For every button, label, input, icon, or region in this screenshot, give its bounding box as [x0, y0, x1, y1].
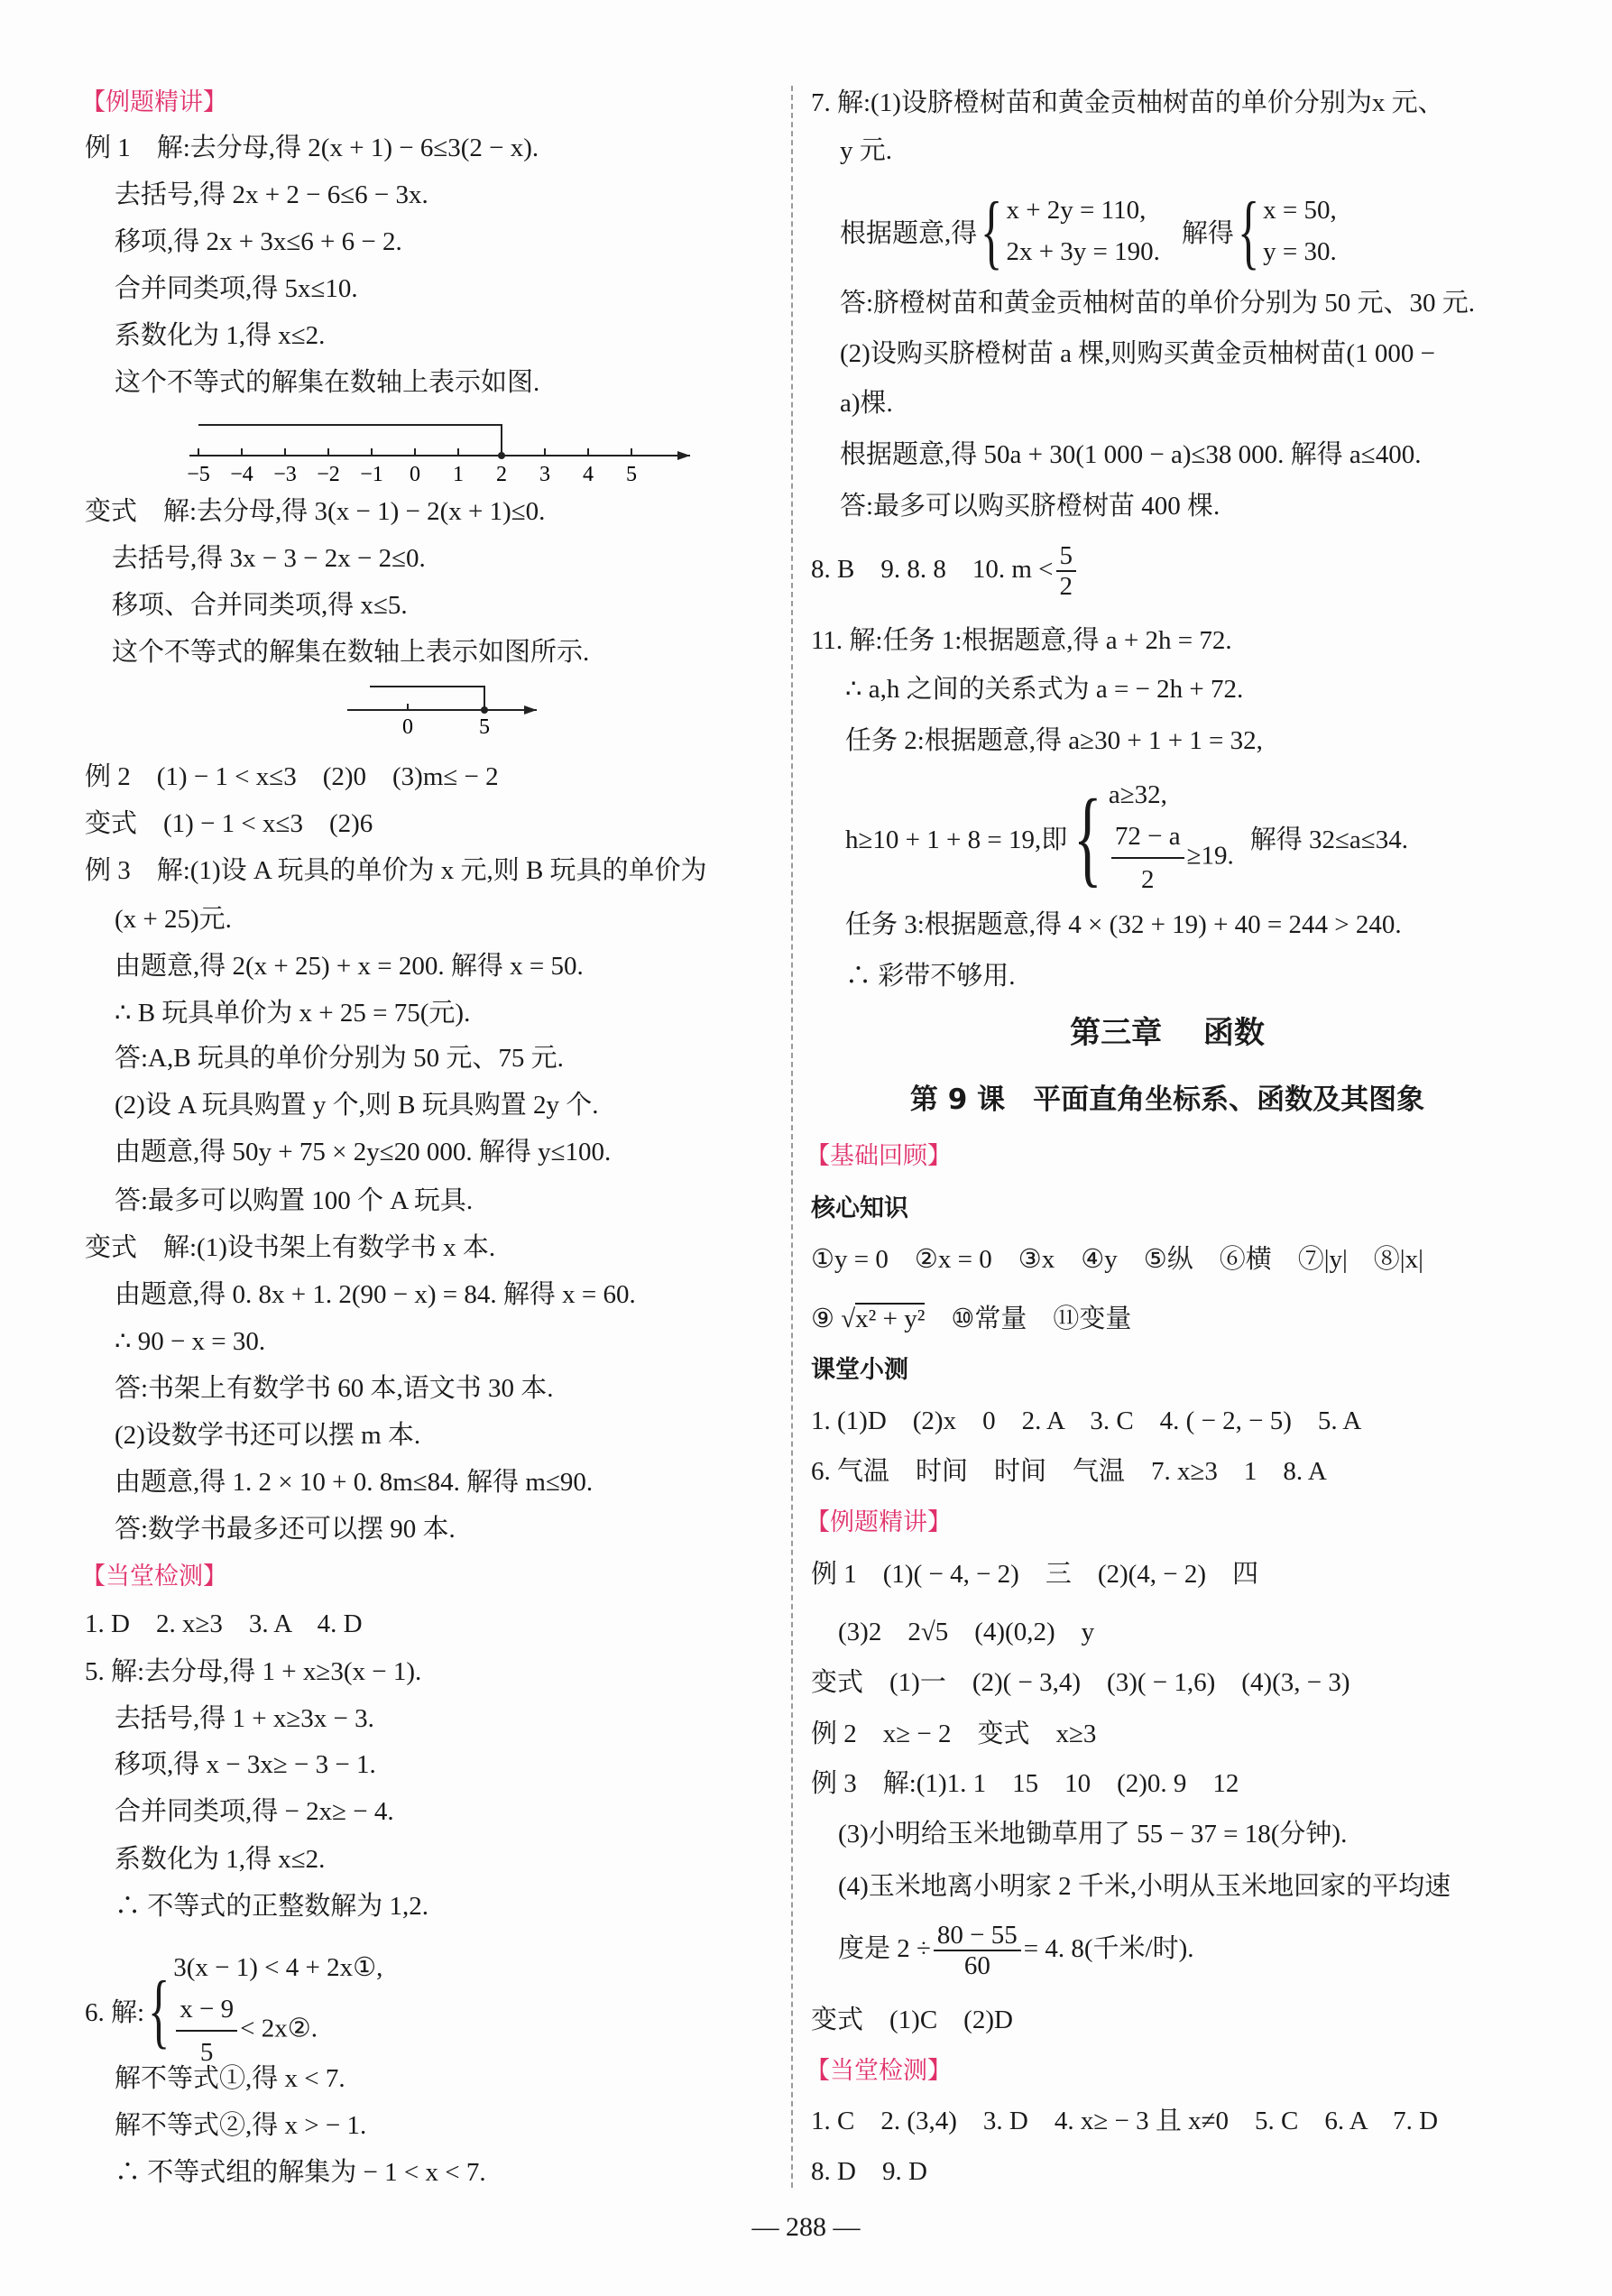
text-line: 解不等式①,得 x < 7. — [115, 2064, 345, 2093]
text-line: 答:A,B 玩具的单价分别为 50 元、75 元. — [115, 1044, 564, 1073]
inequality-system-q11 — [845, 774, 1408, 900]
text-line: 例 2 (1) − 1 < x≤3 (2)0 (3)m≤ − 2 — [85, 762, 499, 791]
brace: { — [981, 185, 1003, 277]
text-line: (4)玉米地离小明家 2 千米,小明从玉米地回家的平均速 — [838, 1872, 1451, 1901]
numerator: 80 − 55 — [934, 1921, 1021, 1951]
section-heading-check: 【当堂检测】 — [81, 1563, 227, 1591]
text-line: 由题意,得 1. 2 × 10 + 0. 8m≤84. 解得 m≤90. — [115, 1468, 594, 1497]
text-line: 1. (1)D (2)x 0 2. A 3. C 4. ( − 2, − 5) 5. A — [811, 1406, 1362, 1435]
tick-label: 0 — [410, 463, 420, 483]
sqrt-expression: x² + y² — [855, 1305, 926, 1333]
axis-arrow — [677, 451, 690, 460]
text-line: 答:脐橙树苗和黄金贡柚树苗的单价分别为 50 元、30 元. — [840, 289, 1476, 318]
tick-label: −5 — [187, 463, 210, 483]
tick-label: 4 — [583, 463, 594, 483]
text-line: (3)小明给玉米地锄草用了 55 − 37 = 18(分钟). — [838, 1820, 1348, 1849]
text-line: 变式 (1)C (2)D — [811, 2006, 1013, 2034]
numerator: 5 — [1056, 541, 1077, 572]
text-line: ⑨ √x² + y² ⑩常量 ⑪变量 — [811, 1305, 1132, 1333]
denominator: 2 — [1059, 572, 1073, 602]
column-divider — [791, 86, 793, 2188]
text-line: 变式 解:去分母,得 3(x − 1) − 2(x + 1)≤0. — [85, 497, 546, 526]
text-line: ∴ B 玩具单价为 x + 25 = 75(元). — [115, 999, 471, 1028]
text-line: ∴ 不等式组的解集为 − 1 < x < 7. — [115, 2158, 486, 2187]
text-line: 由题意,得 0. 8x + 1. 2(90 − x) = 84. 解得 x = 60. — [115, 1280, 636, 1309]
text-line: 1. D 2. x≥3 3. A 4. D — [85, 1609, 363, 1638]
text-line: 任务 2:根据题意,得 a≥30 + 1 + 1 = 32, — [845, 726, 1263, 755]
text-line: 去括号,得 2x + 2 − 6≤6 − 3x. — [115, 180, 428, 209]
text-line: (3)2 2√5 (4)(0,2) y — [838, 1618, 1095, 1646]
label: h≥10 + 1 + 8 = 19,即 — [845, 825, 1068, 854]
closed-endpoint — [498, 452, 505, 459]
denominator: 5 — [199, 2038, 214, 2067]
text-line: 例 3 解:(1)设 A 玩具的单价为 x 元,则 B 玩具的单价为 — [85, 856, 707, 885]
speed-line — [838, 1917, 1194, 1980]
text-line: 系数化为 1,得 x≤2. — [115, 321, 326, 350]
text-line: 答:最多可以购置 100 个 A 玩具. — [115, 1186, 474, 1215]
text-line: 由题意,得 50y + 75 × 2y≤20 000. 解得 y≤100. — [115, 1138, 612, 1166]
denominator: 2 — [1140, 865, 1155, 894]
label: 6. 解: — [85, 1997, 145, 2027]
text-line: ∴ 不等式的正整数解为 1,2. — [115, 1892, 429, 1921]
text-line: 由题意,得 2(x + 25) + x = 200. 解得 x = 50. — [115, 952, 584, 981]
text-line: 变式 (1) − 1 < x≤3 (2)6 — [85, 809, 373, 838]
label: 解得 — [1181, 218, 1234, 248]
chapter-title: 第三章 函数 — [1070, 1015, 1265, 1051]
text-line: 移项,得 2x + 3x≤6 + 6 − 2. — [115, 227, 402, 256]
inequality-system-q6 — [85, 1947, 382, 2073]
section-heading-examples-2: 【例题精讲】 — [806, 1508, 952, 1536]
text-line: (2)设数学书还可以摆 m 本. — [115, 1421, 421, 1450]
text-line: 任务 3:根据题意,得 4 × (32 + 19) + 40 = 244 > 240. — [845, 910, 1402, 939]
brace: { — [1237, 185, 1260, 277]
row-2-rest: < 2x②. — [240, 2014, 318, 2043]
numerator: x − 9 — [176, 1988, 237, 2032]
label: 根据题意,得 — [840, 218, 978, 248]
row-1: 3(x − 1) < 4 + 2x①, — [173, 1953, 383, 1982]
text: 8. B 9. 8. 8 10. m < — [811, 555, 1054, 584]
row-1: a≥32, — [1108, 780, 1167, 809]
page-number: — 288 — — [751, 2212, 861, 2242]
number-line-1 — [180, 410, 704, 483]
tick-label: 5 — [479, 715, 490, 735]
solution-ray — [370, 687, 484, 710]
text-line: 5. 解:去分母,得 1 + x≥3(x − 1). — [85, 1657, 422, 1686]
tick-label: −1 — [360, 463, 383, 483]
text-line: 去括号,得 1 + x≥3x − 3. — [115, 1704, 374, 1733]
row-2-rest: ≥19. — [1186, 841, 1234, 871]
text-line: 例 1 解:去分母,得 2(x + 1) − 6≤3(2 − x). — [85, 134, 539, 162]
row-2 — [1109, 816, 1234, 900]
text-line: 系数化为 1,得 x≤2. — [115, 1845, 326, 1874]
brace: { — [148, 1964, 170, 2056]
denominator: 60 — [963, 1951, 990, 1981]
text-line: 答:书架上有数学书 60 本,语文书 30 本. — [115, 1374, 554, 1403]
text-line: ∴ 90 − x = 30. — [115, 1327, 266, 1356]
text-line: 6. 气温 时间 时间 气温 7. x≥3 1 8. A — [811, 1457, 1327, 1486]
text-line: 答:最多可以购买脐橙树苗 400 棵. — [840, 492, 1221, 521]
text-line: 合并同类项,得 5x≤10. — [115, 274, 358, 303]
text-line: 根据题意,得 50a + 30(1 000 − a)≤38 000. 解得 a≤400. — [840, 440, 1422, 469]
text: = 4. 8(千米/时). — [1023, 1934, 1194, 1963]
closed-endpoint — [481, 706, 488, 714]
text-line: 11. 解:任务 1:根据题意,得 a + 2h = 72. — [811, 626, 1232, 655]
text-line: 解不等式②,得 x > − 1. — [115, 2111, 367, 2140]
tick-label: 0 — [402, 715, 413, 735]
section-heading-basic: 【基础回顾】 — [806, 1142, 952, 1170]
tick-label: −2 — [317, 463, 340, 483]
solution-ray — [198, 425, 502, 456]
subheading-quiz: 课堂小测 — [811, 1356, 908, 1384]
number-line-2 — [343, 681, 550, 735]
equation-system-q7 — [840, 185, 1337, 277]
tick-label: −4 — [230, 463, 253, 483]
tick-label: 5 — [626, 463, 637, 483]
text-line: 7. 解:(1)设脐橙树苗和黄金贡柚树苗的单价分别为x 元、 — [811, 88, 1444, 117]
solution: 解得 32≤a≤34. — [1249, 825, 1408, 854]
row-2: y = 30. — [1263, 237, 1337, 266]
text-line: 例 3 解:(1)1. 1 15 10 (2)0. 9 12 — [811, 1769, 1239, 1798]
text-line: ∴ 彩带不够用. — [845, 962, 1016, 991]
axis-arrow — [524, 705, 537, 715]
lesson-title: 第 9 课 平面直角坐标系、函数及其图象 — [909, 1083, 1425, 1116]
text-line: 合并同类项,得 − 2x≥ − 4. — [115, 1797, 394, 1826]
tick-label: 3 — [539, 463, 550, 483]
answers-8-10 — [811, 538, 1079, 601]
text: ⑨ — [811, 1305, 834, 1333]
text-line: 8. D 9. D — [811, 2157, 927, 2186]
text-line: 例 2 x≥ − 2 变式 x≥3 — [811, 1720, 1097, 1748]
text-line: 移项、合并同类项,得 x≤5. — [112, 591, 408, 620]
section-heading-examples: 【例题精讲】 — [81, 88, 227, 116]
text-line: 答:数学书最多还可以摆 90 本. — [115, 1515, 456, 1544]
text: 度是 2 ÷ — [838, 1934, 931, 1963]
text-line: 这个不等式的解集在数轴上表示如图. — [115, 368, 540, 397]
text-line: y 元. — [840, 136, 893, 165]
text-line: 变式 解:(1)设书架上有数学书 x 本. — [85, 1233, 496, 1262]
tick-label: 1 — [453, 463, 464, 483]
text-line: (2)设购买脐橙树苗 a 棵,则购买黄金贡柚树苗(1 000 − — [840, 339, 1435, 368]
text: ⑩常量 ⑪变量 — [925, 1305, 1132, 1333]
section-heading-check-2: 【当堂检测】 — [806, 2057, 952, 2085]
text-line: (2)设 A 玩具购置 y 个,则 B 玩具购置 2y 个. — [115, 1091, 599, 1120]
text-line: ①y = 0 ②x = 0 ③x ④y ⑤纵 ⑥横 ⑦|y| ⑧|x| — [811, 1245, 1423, 1274]
text-line: 去括号,得 3x − 3 − 2x − 2≤0. — [112, 544, 426, 573]
text-line: (x + 25)元. — [115, 905, 232, 934]
text-line: a)棵. — [840, 389, 893, 418]
brace: { — [1073, 777, 1102, 897]
text-line: 1. C 2. (3,4) 3. D 4. x≥ − 3 且 x≠0 5. C 6. A 7. D — [811, 2107, 1439, 2135]
text-line: 例 1 (1)( − 4, − 2) 三 (2)(4, − 2) 四 — [811, 1560, 1259, 1589]
text-line: 这个不等式的解集在数轴上表示如图所示. — [112, 638, 590, 667]
row-1: x = 50, — [1263, 196, 1337, 225]
row-1: x + 2y = 110, — [1006, 196, 1147, 225]
text-line: 移项,得 x − 3x≥ − 3 − 1. — [115, 1750, 376, 1779]
text-line: 变式 (1)一 (2)( − 3,4) (3)( − 1,6) (4)(3, − 3) — [811, 1668, 1350, 1697]
numerator: 72 − a — [1111, 816, 1184, 859]
text-line: ∴ a,h 之间的关系式为 a = − 2h + 72. — [845, 675, 1244, 704]
subheading-core: 核心知识 — [811, 1194, 908, 1222]
tick-label: 2 — [496, 463, 507, 483]
tick-label: −3 — [273, 463, 297, 483]
row-2: 2x + 3y = 190. — [1006, 237, 1160, 266]
